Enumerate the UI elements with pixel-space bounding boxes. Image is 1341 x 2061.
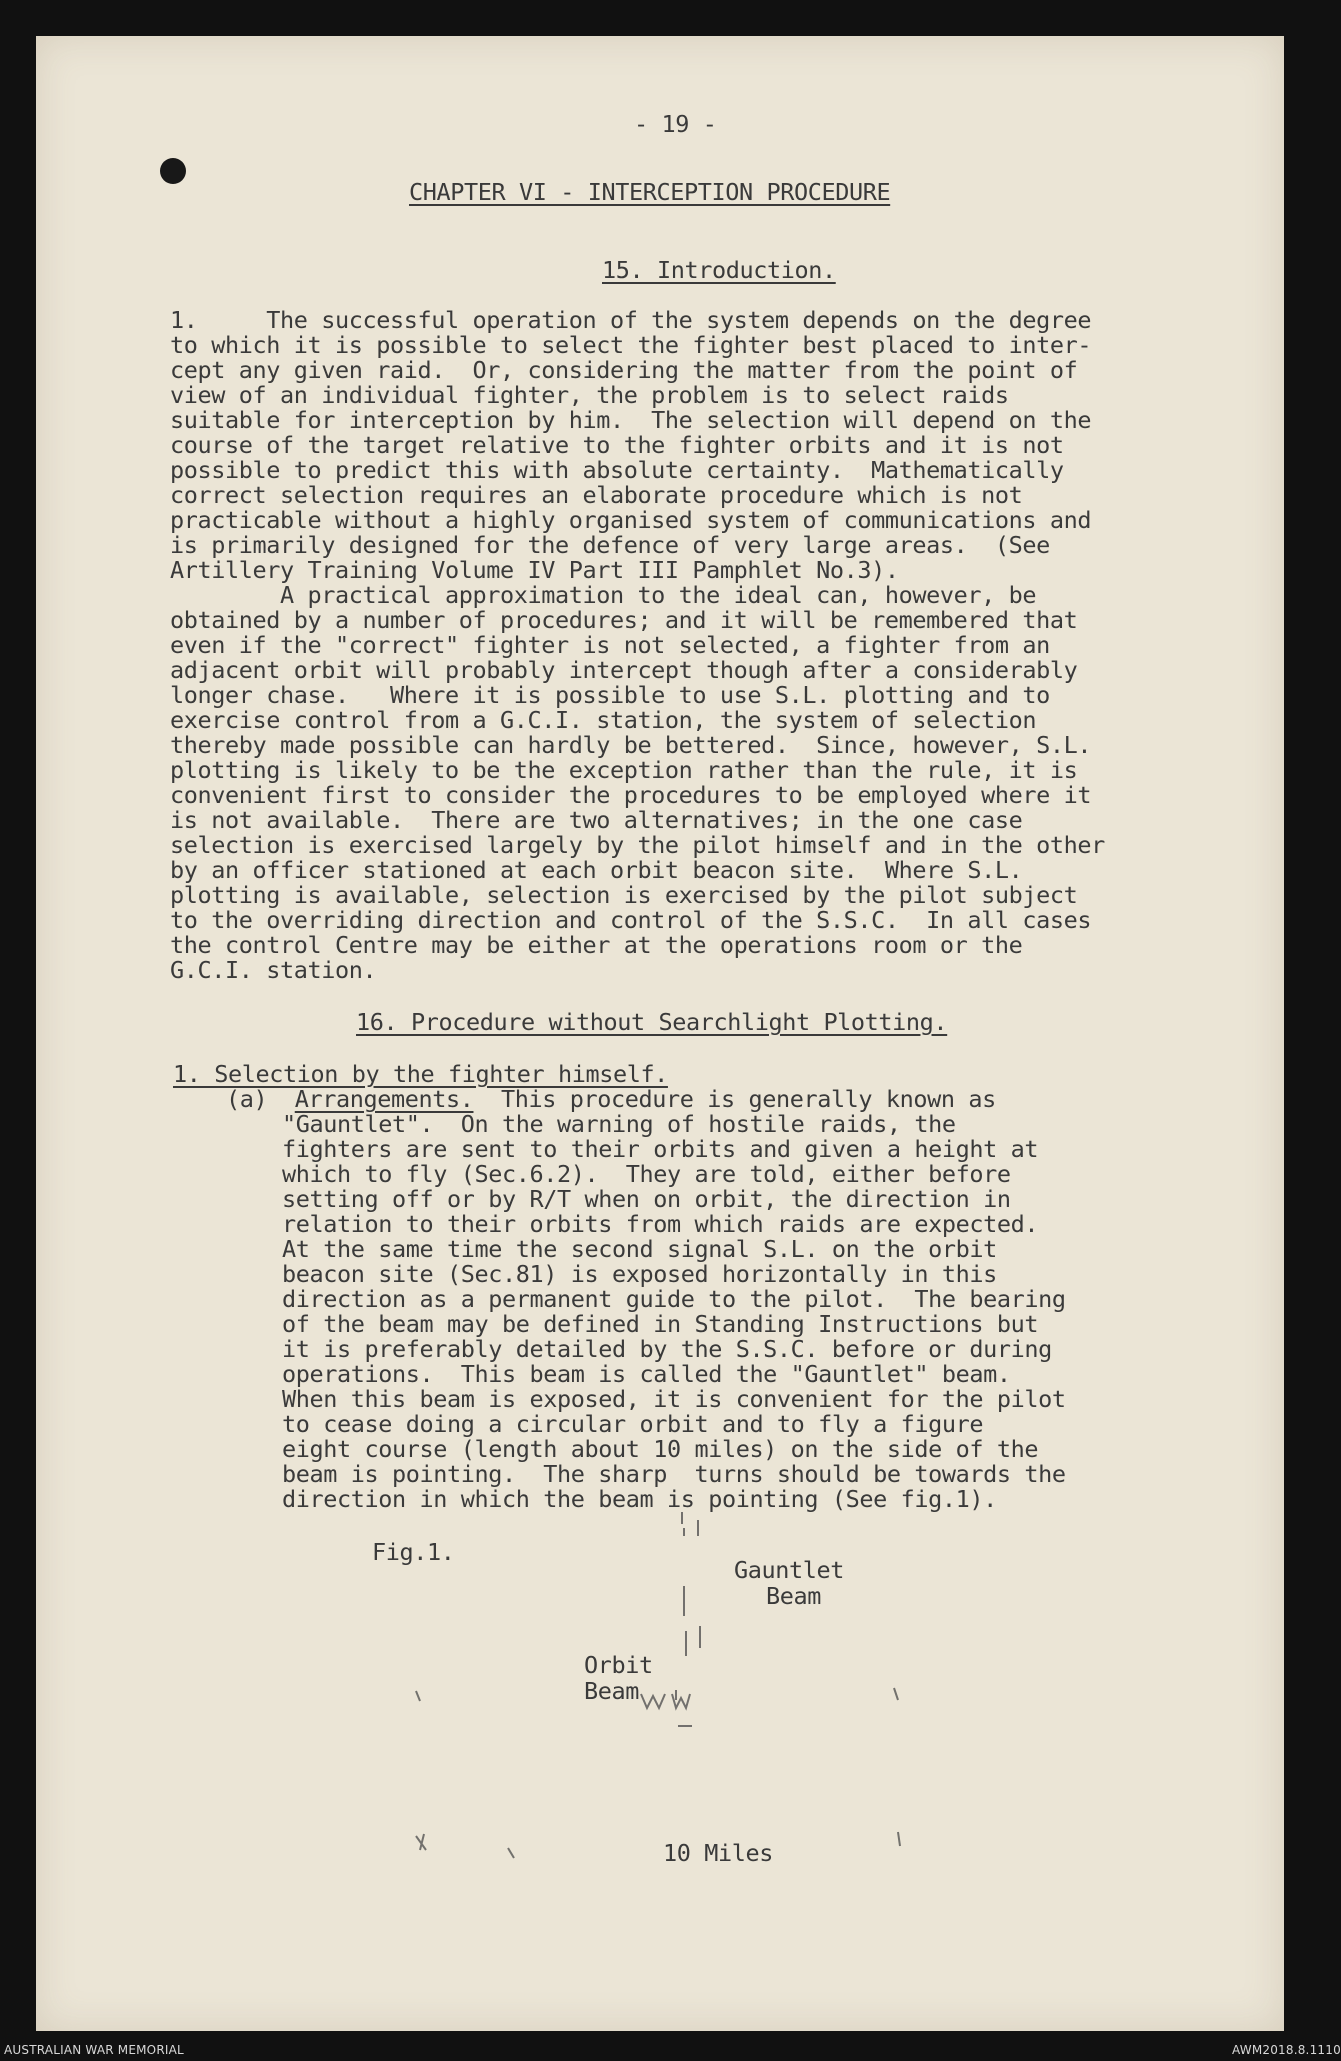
- text-line: practicable without a highly organised system of communications and: [170, 506, 1092, 534]
- text-line: to cease doing a circular orbit and to fly a figure: [282, 1410, 984, 1438]
- item-label: (a): [226, 1085, 268, 1113]
- text-line: obtained by a number of procedures; and it will be remembered that: [170, 606, 1078, 634]
- text-line: which to fly (Sec.6.2). They are told, either before: [282, 1160, 1011, 1188]
- text-line: "Gauntlet". On the warning of hostile raids, the: [282, 1110, 956, 1138]
- chapter-heading: CHAPTER VI - INTERCEPTION PROCEDURE: [409, 178, 891, 206]
- text-line: correct selection requires an elaborate procedure which is not: [170, 481, 1023, 509]
- figure-1-diagram: [36, 36, 1284, 2031]
- text-line: relation to their orbits from which raids are expected.: [282, 1210, 1039, 1238]
- subsection-1-heading: 1. Selection by the fighter himself.: [173, 1060, 668, 1088]
- text-line: beacon site (Sec.81) is exposed horizontally in this: [282, 1260, 997, 1288]
- text-line: of the beam may be defined in Standing Instructions but: [282, 1310, 1039, 1338]
- text-line: view of an individual fighter, the problem is to select raids: [170, 381, 1009, 409]
- item-title: Arrangements.: [294, 1085, 474, 1113]
- text-line: beam is pointing. The sharp turns should be towards the: [282, 1460, 1066, 1488]
- text-line: it is preferably detailed by the S.S.C. before or during: [282, 1335, 1052, 1363]
- text-line: direction as a permanent guide to the pilot. The bearing: [282, 1285, 1066, 1313]
- text-line: operations. This beam is called the "Gauntlet" beam.: [282, 1360, 1011, 1388]
- text-line: plotting is available, selection is exercised by the pilot subject: [170, 881, 1078, 909]
- text-line: plotting is likely to be the exception rather than the rule, it is: [170, 756, 1078, 784]
- orbit-beam-marks: [641, 1694, 665, 1708]
- text-line: longer chase. Where it is possible to use S.L. plotting and to: [170, 681, 1050, 709]
- text-line: When this beam is exposed, it is convenient for the pilot: [282, 1385, 1066, 1413]
- section-16-heading: 16. Procedure without Searchlight Plotting.: [356, 1008, 948, 1036]
- text-line: to the overriding direction and control of the S.S.C. In all cases: [170, 906, 1092, 934]
- text-line: convenient first to consider the procedures to be employed where it: [170, 781, 1092, 809]
- text-line: exercise control from a G.C.I. station, the system of selection: [170, 706, 1037, 734]
- section-15-heading: 15. Introduction.: [602, 256, 836, 284]
- footer-accession: AWM2018.8.1110: [1232, 2043, 1341, 2057]
- text-line: G.C.I. station.: [170, 956, 377, 984]
- orbit-label: Orbit: [584, 1651, 653, 1679]
- text-line: the control Centre may be either at the operations room or the: [170, 931, 1023, 959]
- text-line: course of the target relative to the fighter orbits and it is not: [170, 431, 1064, 459]
- text-line: setting off or by R/T when on orbit, the direction in: [282, 1185, 1011, 1213]
- text-line: by an officer stationed at each orbit beacon site. Where S.L.: [170, 856, 1023, 884]
- gauntlet-beam-label: Beam: [766, 1582, 821, 1610]
- text-line: A practical approximation to the ideal can, however, be: [170, 581, 1037, 609]
- figure-caption: Fig.1.: [372, 1538, 455, 1566]
- text-line: adjacent orbit will probably intercept though after a considerably: [170, 656, 1078, 684]
- text-line: is primarily designed for the defence of very large areas. (See: [170, 531, 1050, 559]
- orbit-beam-label: Beam: [584, 1677, 639, 1705]
- text-line: 1. The successful operation of the system depends on the degree: [170, 306, 1092, 334]
- footer-institution: AUSTRALIAN WAR MEMORIAL: [4, 2043, 184, 2057]
- text-line: At the same time the second signal S.L. on the orbit: [282, 1235, 997, 1263]
- text-line: fighters are sent to their orbits and given a height at: [282, 1135, 1039, 1163]
- scale-label: 10 Miles: [663, 1839, 773, 1867]
- text-line: suitable for interception by him. The selection will depend on the: [170, 406, 1092, 434]
- orbit-marker: [416, 1834, 426, 1850]
- text-line: possible to predict this with absolute certainty. Mathematically: [170, 456, 1064, 484]
- text-line: eight course (length about 10 miles) on the side of the: [282, 1435, 1039, 1463]
- text-line: direction in which the beam is pointing (See fig.1).: [282, 1485, 997, 1513]
- text-line: This procedure is generally known as: [473, 1085, 996, 1113]
- text-line: Artillery Training Volume IV Part III Pamphlet No.3).: [170, 556, 899, 584]
- gauntlet-label: Gauntlet: [734, 1556, 844, 1584]
- document-page: [36, 36, 1284, 2031]
- text-line: thereby made possible can hardly be bettered. Since, however, S.L.: [170, 731, 1092, 759]
- page-number: - 19 -: [634, 110, 717, 138]
- text-line: cept any given raid. Or, considering the matter from the point of: [170, 356, 1078, 384]
- text-line: to which it is possible to select the fighter best placed to inter-: [170, 331, 1092, 359]
- text-line: is not available. There are two alternatives; in the one case: [170, 806, 1023, 834]
- text-line: even if the "correct" fighter is not selected, a fighter from an: [170, 631, 1050, 659]
- text-line: selection is exercised largely by the pilot himself and in the other: [170, 831, 1105, 859]
